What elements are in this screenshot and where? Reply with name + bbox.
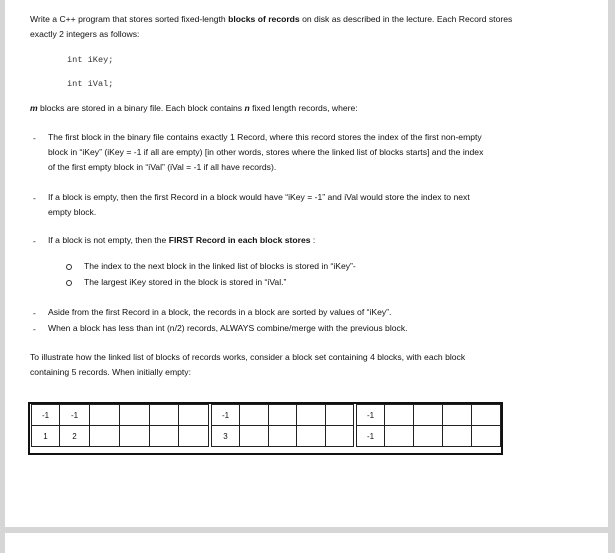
intro-line-2: exactly 2 integers as follows: [30,29,140,39]
cell [149,405,179,426]
cell [325,426,354,447]
cell [385,426,414,447]
cell: 3 [212,426,240,447]
block-3-val-row [357,426,501,447]
cell: -1 [60,405,90,426]
cell [297,405,326,426]
bullet-2-line-1: If a block is empty, then the first Record in a block would have “iKey = -1” and iVal would store the index to next [48,192,470,202]
bullet-dash: - [33,324,36,334]
cell [119,426,149,447]
cell [414,426,443,447]
cell [443,405,472,426]
block-2-key-row [212,405,354,426]
cell [179,426,209,447]
cell [297,426,326,447]
illustrate-line-2: containing 5 records. When initially empty: [30,367,191,377]
bullet-1-line-2: block in “iKey” (iKey = -1 if all are empty) [in other words, stores where the linked list of blocks starts] and the index [48,147,484,157]
bullet-dash: - [33,193,36,203]
cell: -1 [357,426,385,447]
cell [325,405,354,426]
cell: -1 [212,405,240,426]
cell [443,426,472,447]
cell [119,405,149,426]
intro-line-1: Write a C++ program that stores sorted fixed-length blocks of records on disk as described in the lecture. Each Record stores [30,14,513,24]
block-1-key-row [32,405,209,426]
bullet-3: If a block is not empty, then the FIRST Record in each block stores : [48,235,316,245]
cell [472,405,501,426]
sub-bullet-circle [66,280,72,286]
bullet-2-line-2: empty block. [48,207,97,217]
cell [90,426,120,447]
bullet-dash: - [33,236,36,246]
cell [240,405,269,426]
bullet-1-line-3: of the first empty block in “iVal” (iVal = -1 if all have records). [48,162,277,172]
cell [268,405,297,426]
bullet-5: When a block has less than int (n/2) records, ALWAYS combine/merge with the previous block. [48,323,408,333]
storage-line: m blocks are stored in a binary file. Each block contains n fixed length records, where: [30,103,358,113]
code-line-ival: int iVal; [67,79,114,89]
illustrate-line-1: To illustrate how the linked list of blocks of records works, consider a block set containing 4 blocks, with each block [30,352,466,362]
block-2 [211,404,354,447]
bullet-dash: - [33,308,36,318]
cell [414,405,443,426]
bullet-dash: - [33,133,36,143]
block-3-key-row [357,405,501,426]
cell [90,405,120,426]
cell: -1 [357,405,385,426]
next-page [5,533,608,553]
cell: -1 [32,405,60,426]
sub-bullet-2: The largest iKey stored in the block is stored in “iVal.” [84,277,287,287]
cell [149,426,179,447]
bullet-1-line-1: The first block in the binary file contains exactly 1 Record, where this record stores the index of the first non-empty [48,132,482,142]
cell: 2 [60,426,90,447]
block-3 [356,404,501,447]
cell [268,426,297,447]
block-1-val-row [32,426,209,447]
block-2-val-row [212,426,354,447]
code-line-ikey: int iKey; [67,55,114,65]
cell [472,426,501,447]
cell [240,426,269,447]
block-1 [31,404,209,447]
sub-bullet-1: The index to the next block in the linked list of blocks is stored in “iKey”- [84,261,356,271]
cell [179,405,209,426]
cell [385,405,414,426]
sub-bullet-circle [66,264,72,270]
cell: 1 [32,426,60,447]
bullet-4: Aside from the first Record in a block, the records in a block are sorted by values of “iKey”. [48,307,392,317]
